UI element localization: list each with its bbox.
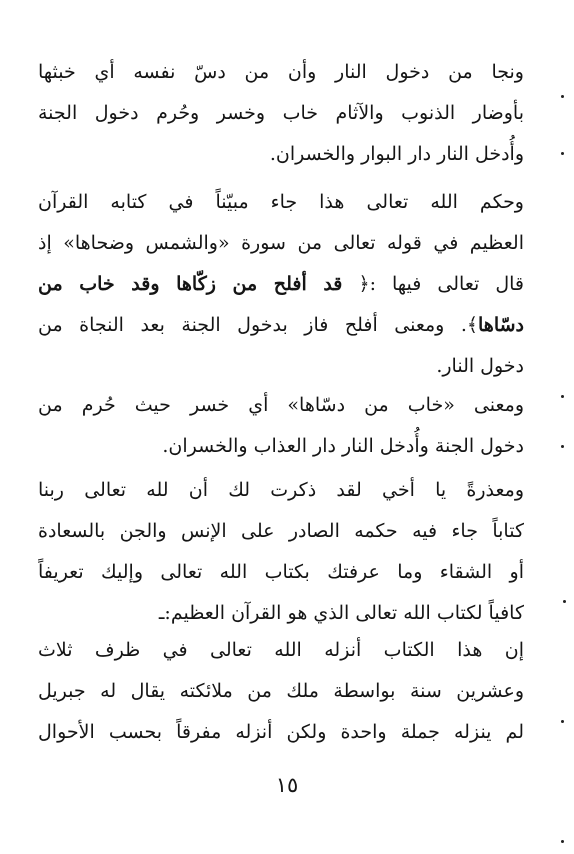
scan-speck — [561, 95, 564, 98]
scan-speck — [561, 720, 564, 723]
paragraph-line: وأُدخل النار دار البوار والخسران. — [269, 143, 524, 165]
paragraph-4 — [38, 470, 524, 634]
paragraph-line: وعشرين سنة بواسطة ملك من ملائكته يقال له جبريل — [38, 680, 524, 702]
paragraph-2 — [38, 182, 524, 387]
paragraph-line: دخول الجنة وأُدخل النار دار العذاب والخسران. — [162, 435, 524, 457]
paragraph-line: أو الشقاء وما عرفتك بكتاب الله تعالى وإليك تعريفاً — [38, 561, 524, 583]
paragraph-5 — [38, 630, 524, 753]
paragraph-line: وحكم الله تعالى هذا جاء مبيّناً في كتابه القرآن — [38, 191, 524, 213]
paragraph-line: ونجا من دخول النار وأن من دسّ نفسه أي خبثها — [38, 61, 524, 83]
scan-speck — [561, 395, 564, 398]
paragraph-line: لم ينزله جملة واحدة ولكن أنزله مفرقاً بحسب الأحوال — [38, 721, 524, 743]
paragraph-3 — [38, 385, 524, 467]
paragraph-line: العظيم في قوله تعالى من سورة «والشمس وضحاها» إذ — [38, 232, 524, 254]
verse-line-1: قال تعالى فيها :﴿ قد أفلح من زكّاها وقد خاب من — [38, 273, 524, 295]
paragraph-line: ومعذرةً يا أخي لقد ذكرت لك أن لله تعالى ربنا — [38, 479, 524, 501]
verse-line-2: دسّاها﴾. ومعنى أفلح فاز بدخول الجنة بعد النجاة من — [38, 314, 524, 336]
page-number: ١٥ — [275, 773, 299, 797]
paragraph-line: كتاباً جاء فيه حكمه الصادر على الإنس والجن بالسعادة — [38, 520, 524, 542]
scan-speck — [561, 152, 564, 155]
paragraph-line: دخول النار. — [436, 355, 524, 377]
scan-speck — [561, 445, 564, 448]
scan-speck — [563, 600, 566, 603]
paragraph-line: كافياً لكتاب الله تعالى الذي هو القرآن العظيم:ـ — [158, 602, 524, 624]
paragraph-1 — [38, 52, 524, 175]
paragraph-line: بأوضار الذنوب والآثام خاب وخسر وحُرم دخول الجنة — [38, 102, 524, 124]
verse-text: دسّاها — [478, 314, 524, 336]
scan-speck — [561, 840, 564, 843]
paragraph-line: ومعنى «خاب من دسّاها» أي خسر حيث حُرم من — [38, 394, 524, 416]
paragraph-line: إن هذا الكتاب أنزله الله تعالى في ظرف ثلاث — [38, 639, 524, 661]
verse-text: قد أفلح من زكّاها وقد خاب من — [38, 273, 343, 295]
